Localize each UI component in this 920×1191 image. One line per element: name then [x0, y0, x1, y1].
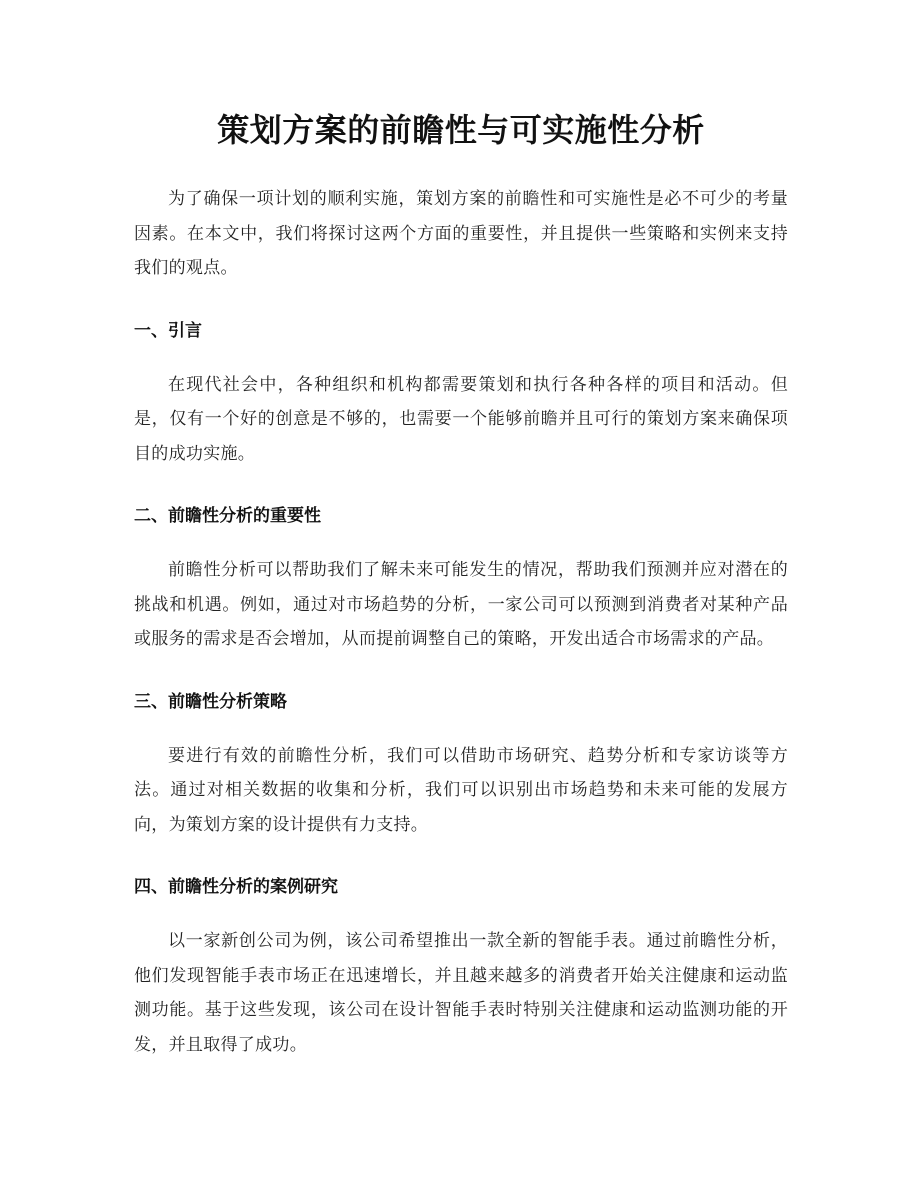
- section-paragraph: 以一家新创公司为例，该公司希望推出一款全新的智能手表。通过前瞻性分析，他们发现智能手表市场正在迅速增长，并且越来越多的消费者开始关注健康和运动监测功能。基于这些发现，该公司在设计智能手表时特别关注健康和运动监测功能的开发，并且取得了成功。: [134, 931, 788, 1055]
- section-heading: 二、前瞻性分析的重要性: [134, 506, 321, 526]
- section-heading: 四、前瞻性分析的案例研究: [134, 877, 338, 897]
- section-foresight-strategy: [134, 687, 788, 843]
- section-paragraph: 前瞻性分析可以帮助我们了解未来可能发生的情况，帮助我们预测并应对潜在的挑战和机遇。例如，通过对市场趋势的分析，一家公司可以预测到消费者对某种产品或服务的需求是否会增加，从而提前调整自己的策略，开发出适合市场需求的产品。: [134, 560, 788, 649]
- section-heading: 一、引言: [134, 320, 202, 341]
- intro-paragraph: 为了确保一项计划的顺利实施，策划方案的前瞻性和可实施性是必不可少的考量因素。在本文中，我们将探讨这两个方面的重要性，并且提供一些策略和实例来支持我们的观点。: [134, 189, 788, 278]
- document-title: 策划方案的前瞻性与可实施性分析: [217, 111, 705, 149]
- section-heading: 三、前瞻性分析策略: [134, 691, 287, 712]
- section-paragraph: 在现代社会中，各种组织和机构都需要策划和执行各种各样的项目和活动。但是，仅有一个好的创意是不够的，也需要一个能够前瞻并且可行的策划方案来确保项目的成功实施。: [134, 374, 788, 464]
- section-foresight-importance: [134, 501, 788, 657]
- section-introduction: [134, 316, 788, 472]
- section-case-study: [134, 872, 788, 1062]
- section-paragraph: 要进行有效的前瞻性分析，我们可以借助市场研究、趋势分析和专家访谈等方法。通过对相关数据的收集和分析，我们可以识别出市场趋势和未来可能的发展方向，为策划方案的设计提供有力支持。: [134, 745, 788, 835]
